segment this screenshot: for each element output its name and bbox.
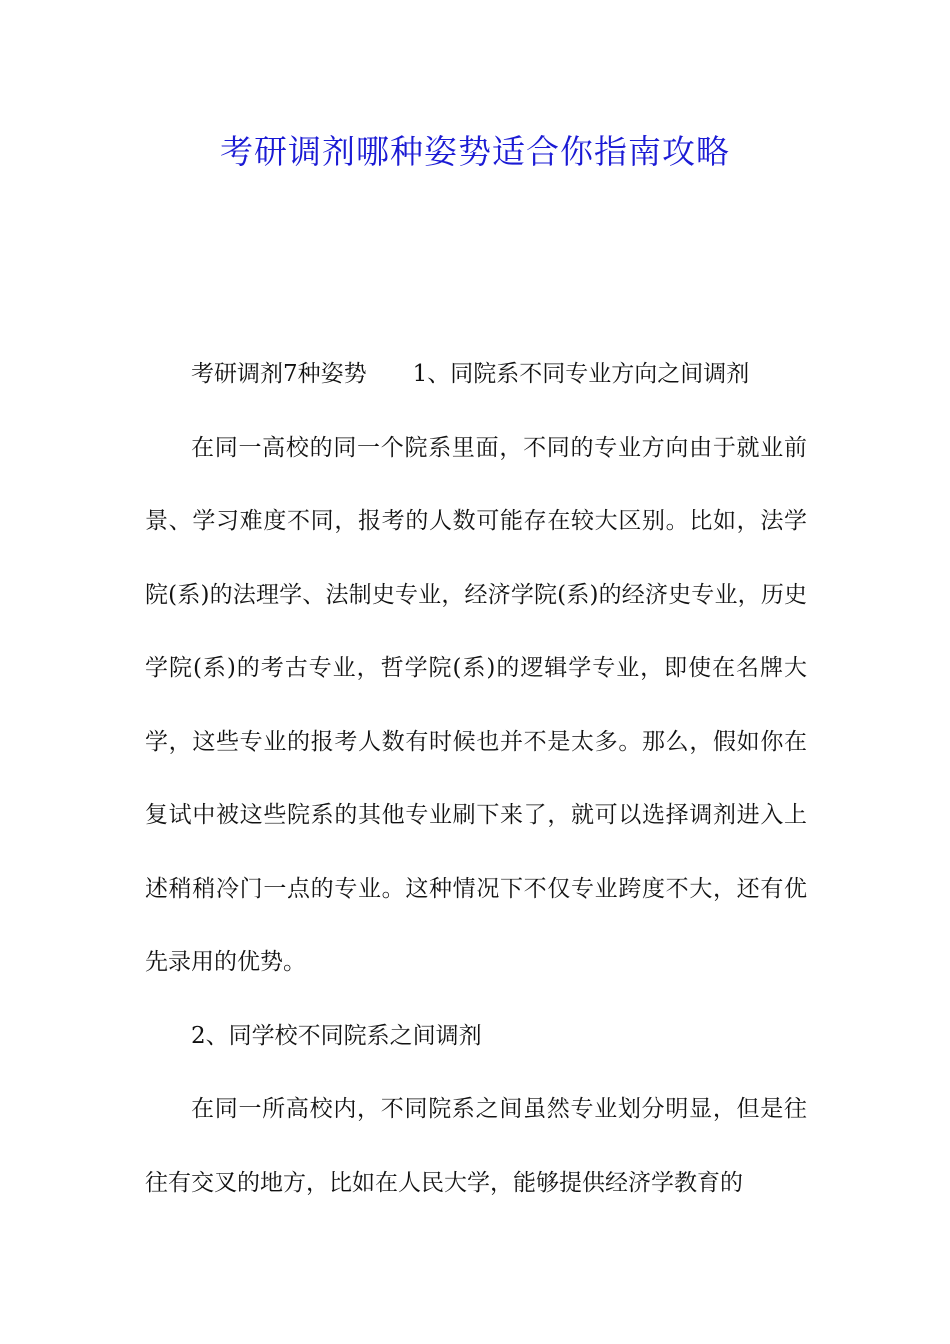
paragraph-heading-1: 考研调剂7种姿势 1、同院系不同专业方向之间调剂 (191, 361, 750, 387)
document-title: 考研调剂哪种姿势适合你指南攻略 (220, 132, 730, 171)
paragraph-1: 在同一高校的同一个院系里面，不同的专业方向由于就业前景、学习难度不同，报考的人数可能存在较大区别。比如，法学院(系)的法理学、法制史专业，经济学院(系)的经济史专业，历史学院(系)的考古专业，哲学院(系)的逻辑学专业，即使在名牌大学，这些专业的报考人数有时候也并不是太多。那么，假如你在复试中被这些院系的其他专业刷下来了，就可以选择调剂进入上述稍稍冷门一点的专业。这种情况下不仅专业跨度不大，还有优先录用的优势。 (145, 434, 807, 975)
paragraph-2: 在同一所高校内，不同院系之间虽然专业划分明显，但是往往有交叉的地方，比如在人民大学，能够提供经济学教育的 (145, 1096, 807, 1196)
document-body (145, 338, 807, 1220)
paragraph-heading-2: 2、同学校不同院系之间调剂 (191, 1022, 482, 1049)
